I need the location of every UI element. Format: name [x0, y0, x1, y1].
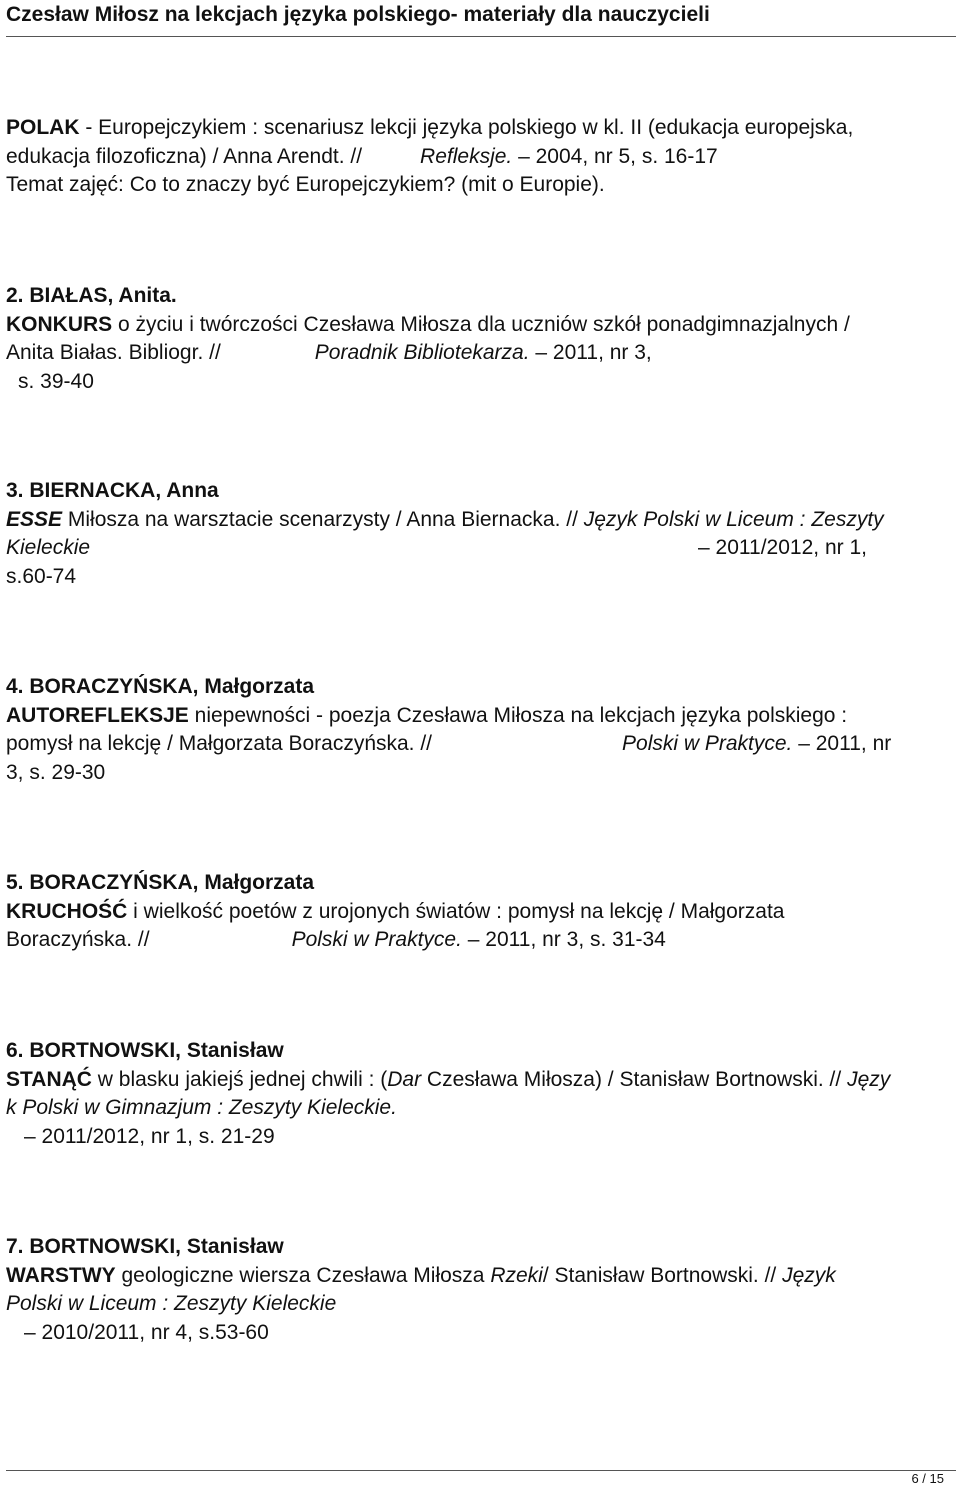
entry-keyword: WARSTWY — [6, 1263, 116, 1287]
entry-text: niepewności - poezja Czesława Miłosza na lekcjach języka polskiego : — [188, 703, 848, 727]
entry-pages: s. 39-40 — [18, 369, 94, 393]
bibliography-entry-1 — [6, 114, 956, 200]
journal-title: Refleksje. — [420, 144, 513, 168]
entry-heading: 4. BORACZYŃSKA, Małgorzata — [6, 675, 315, 698]
entry-keyword: STANĄĆ — [6, 1067, 92, 1091]
entry-text: geologiczne wiersza Czesława Miłosza — [115, 1263, 491, 1287]
journal-title: Kieleckie — [6, 536, 91, 559]
entry-text: Miłosza na warsztacie scenarzysty / Anna Biernacka. // — [62, 507, 584, 531]
journal-title: Języ — [847, 1067, 891, 1091]
journal-title: k Polski w Gimnazjum : Zeszyty Kieleckie. — [6, 1096, 397, 1119]
entry-pages: 3, s. 29-30 — [6, 760, 106, 784]
journal-title: Polski w Praktyce. — [622, 732, 793, 755]
entry-text: Boraczyńska. // — [6, 928, 150, 951]
entry-heading: 5. BORACZYŃSKA, Małgorzata — [6, 871, 315, 894]
entry-pages: s.60-74 — [6, 564, 77, 588]
journal-title: Polski w Praktyce. — [291, 928, 462, 951]
footer-divider — [6, 1470, 956, 1471]
entry-text: i wielkość poetów z urojonych światów : pomysł na lekcję / Małgorzata — [127, 899, 785, 923]
entry-heading: 6. BORTNOWSKI, Stanisław — [6, 1039, 284, 1062]
bibliography-entry-2 — [6, 282, 956, 396]
bibliography-entry-7 — [6, 1233, 956, 1347]
bibliography-entry-3 — [6, 477, 956, 591]
entry-heading: 2. BIAŁAS, Anita. — [6, 284, 177, 307]
entry-keyword: KONKURS — [6, 312, 113, 336]
entry-keyword: KRUCHOŚĆ — [6, 899, 128, 923]
work-title: Rzeki — [490, 1263, 543, 1287]
bibliography-entry-6 — [6, 1037, 956, 1151]
journal-title: Język Polski w Liceum : Zeszyty — [583, 507, 884, 531]
entry-source: – 2010/2011, nr 4, s.53-60 — [24, 1320, 269, 1344]
journal-title: Język — [782, 1263, 836, 1287]
entry-text: Temat zajęć: Co to znaczy być Europejczykiem? (mit o Europie). — [6, 173, 605, 196]
entry-text: - Europejczykiem : scenariusz lekcji języka polskiego w kl. II (edukacja europejska, — [79, 116, 854, 139]
entry-text: edukacja filozoficzna) / Anna Arendt. // — [6, 144, 363, 168]
entry-text: o życiu i twórczości Czesława Miłosza dla uczniów szkół ponadgimnazjalnych / — [112, 312, 850, 336]
entry-source: – 2011/2012, nr 1, s. 21-29 — [24, 1124, 275, 1148]
journal-title: Poradnik Bibliotekarza. — [314, 341, 530, 364]
work-title: Dar — [387, 1067, 422, 1091]
entry-keyword: AUTOREFLEKSJE — [6, 703, 189, 727]
entry-text: Czesława Miłosza) / Stanisław Bortnowski. // — [421, 1067, 848, 1091]
bibliography-entry-4 — [6, 673, 956, 787]
bibliography-entry-5 — [6, 869, 956, 955]
entry-text: / Stanisław Bortnowski. // — [542, 1263, 783, 1287]
entry-source: – 2011, nr 3, s. 31-34 — [461, 928, 666, 951]
entry-text: pomysł na lekcję / Małgorzata Boraczyńska. // — [6, 732, 433, 755]
entry-text: w blasku jakiejś jednej chwili : ( — [91, 1067, 388, 1091]
entry-text: Anita Białas. Bibliogr. // — [6, 341, 221, 364]
entry-keyword: POLAK — [6, 116, 80, 139]
page-header-title: Czesław Miłosz na lekcjach języka polskiego- materiały dla nauczycieli — [6, 2, 956, 37]
entry-source: – 2004, nr 5, s. 16-17 — [512, 144, 718, 168]
journal-title: Polski w Liceum : Zeszyty Kieleckie — [6, 1292, 337, 1315]
entry-source: – 2011, nr 3, — [529, 341, 652, 364]
entry-keyword: ESSE — [6, 507, 63, 531]
entry-heading: 3. BIERNACKA, Anna — [6, 479, 219, 502]
entry-source: – 2011, nr — [792, 732, 892, 755]
entry-source: – 2011/2012, nr 1, — [698, 536, 867, 559]
entry-heading: 7. BORTNOWSKI, Stanisław — [6, 1235, 284, 1258]
page-number: 6 / 15 — [911, 1471, 944, 1486]
